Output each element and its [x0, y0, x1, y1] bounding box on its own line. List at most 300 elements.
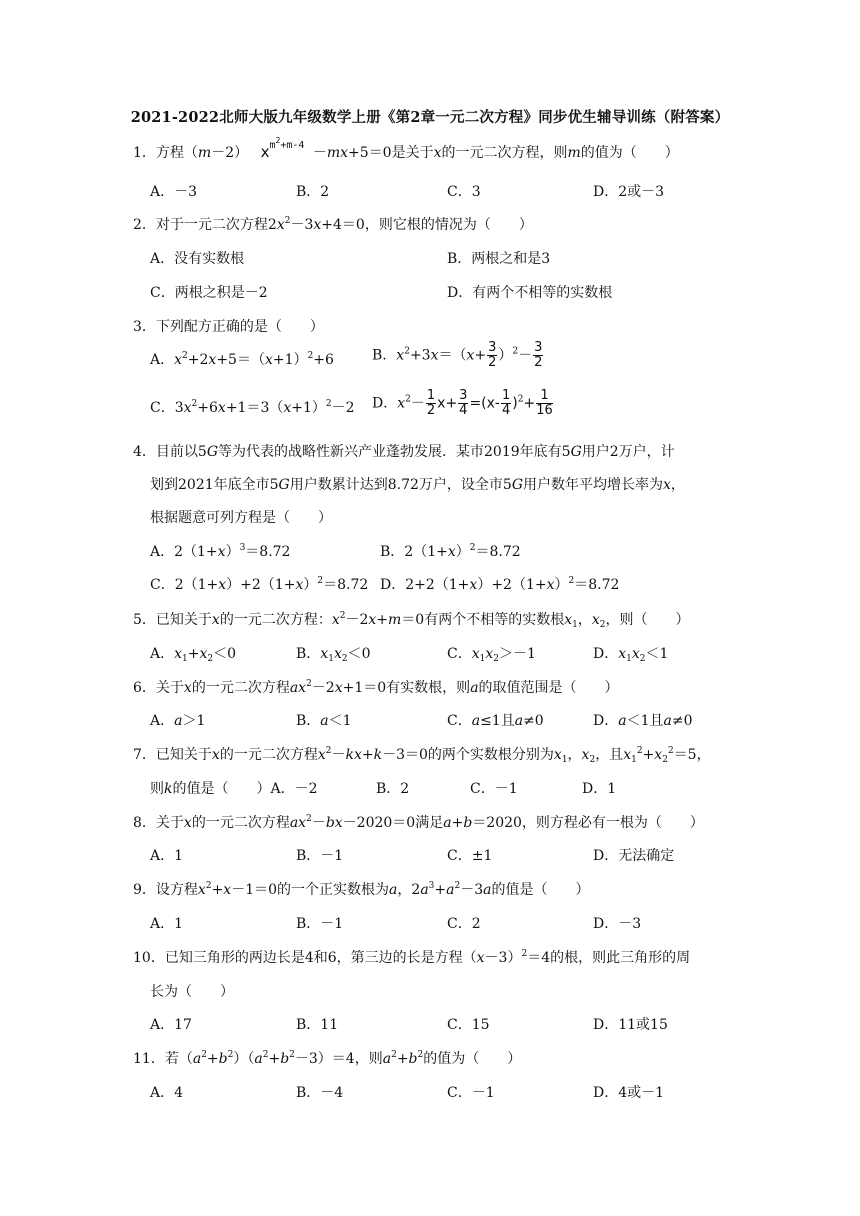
- option-b[interactable]: [380, 541, 521, 561]
- var: x: [430, 347, 439, 364]
- text: －2）: [211, 145, 249, 161]
- option-c[interactable]: C．2: [447, 916, 481, 932]
- denominator: 16: [536, 403, 553, 418]
- numerator: 3: [459, 388, 468, 403]
- text: －: [331, 747, 346, 763]
- text: ＜0: [213, 646, 237, 662]
- var: a: [483, 882, 492, 898]
- text: +: [642, 747, 655, 763]
- var: m: [388, 612, 402, 628]
- text: A．2（1+: [150, 544, 218, 560]
- text: ＜1: [645, 646, 669, 662]
- text: ，: [567, 747, 582, 763]
- text: 3: [174, 400, 184, 416]
- var: a: [192, 1051, 202, 1067]
- option-d[interactable]: D．－3: [593, 916, 642, 932]
- text: ＝8.72: [323, 577, 369, 593]
- text: －: [410, 395, 425, 412]
- sub: 1: [572, 620, 578, 630]
- question-4-line3: 根据题意可列方程是（ ）: [150, 510, 332, 526]
- text: 4．目前以5: [133, 444, 207, 460]
- option-b[interactable]: B．11: [296, 1017, 339, 1033]
- var: k: [373, 747, 383, 763]
- label: D．: [593, 713, 619, 729]
- option-d[interactable]: [593, 710, 693, 730]
- text: +: [268, 1051, 281, 1067]
- var: x: [631, 646, 640, 662]
- label: A．: [150, 352, 175, 368]
- question-4-line2: [150, 474, 685, 494]
- sup: 2: [568, 576, 575, 586]
- option-a[interactable]: A．－3: [150, 184, 198, 200]
- var: a: [470, 680, 479, 696]
- sub: 2: [207, 654, 214, 664]
- numerator: 1: [426, 388, 436, 403]
- text: +: [396, 1051, 409, 1067]
- var: b: [463, 815, 473, 831]
- text: +5＝0是关于: [348, 145, 434, 161]
- text: ): [512, 395, 518, 412]
- option-a[interactable]: [150, 541, 290, 561]
- exponent: [269, 136, 305, 151]
- sup: 2: [306, 679, 312, 689]
- denominator: 2: [488, 355, 497, 370]
- option-d[interactable]: [593, 643, 668, 663]
- var: x: [331, 612, 340, 628]
- sub: 2: [639, 654, 646, 664]
- exp-part: +m-4: [280, 140, 305, 151]
- text: x+: [437, 395, 458, 412]
- var: x: [471, 646, 480, 662]
- option-a[interactable]: [150, 643, 236, 663]
- sup: 2: [262, 1050, 269, 1060]
- sup: 2: [636, 746, 643, 756]
- text: 1．方程（: [133, 145, 198, 161]
- option-c[interactable]: C．±1: [447, 848, 493, 864]
- var: a: [618, 713, 627, 729]
- sup: 2: [391, 1050, 397, 1060]
- var: k: [164, 781, 173, 797]
- var: x: [208, 352, 217, 368]
- question-6: [133, 677, 619, 697]
- text: 的值为（ ）: [423, 1051, 522, 1067]
- option-c[interactable]: C．两根之积是－2: [150, 285, 268, 301]
- label: A．: [150, 713, 175, 729]
- question-10-line2: 长为（ ）: [150, 984, 234, 1000]
- text: 的值为（ ）: [580, 145, 679, 161]
- option-b[interactable]: B．－1: [296, 916, 344, 932]
- var: x: [218, 577, 227, 593]
- sup: 2: [227, 1050, 234, 1060]
- denominator: 4: [501, 403, 511, 418]
- var: G: [570, 444, 582, 460]
- text: +: [451, 815, 464, 831]
- sub: 2: [662, 755, 668, 765]
- power-expression: [260, 136, 305, 161]
- var: m: [197, 145, 212, 161]
- var: x: [397, 395, 406, 412]
- text: －3）＝4，则: [294, 1051, 383, 1067]
- var: x: [211, 612, 220, 628]
- var: x: [264, 352, 273, 368]
- text: +: [361, 747, 374, 763]
- option-c[interactable]: C．－1: [470, 781, 518, 797]
- text: +3: [409, 347, 431, 364]
- question-8: [133, 812, 704, 832]
- sub: 1: [626, 654, 632, 664]
- var: x: [396, 347, 405, 364]
- text: +: [206, 1051, 219, 1067]
- text: 7．已知关于: [133, 747, 212, 763]
- text: －: [518, 347, 533, 364]
- var: x: [183, 815, 192, 831]
- var: a: [446, 882, 455, 898]
- text: ＝2020，则方程必有一根为（ ）: [472, 815, 704, 831]
- question-11: [133, 1048, 521, 1068]
- sup: 2: [325, 746, 332, 756]
- var: x: [368, 612, 377, 628]
- option-b[interactable]: [296, 710, 352, 730]
- text: 的一元二次方程：: [219, 612, 332, 628]
- text: +: [434, 882, 447, 898]
- question-1: [133, 136, 679, 162]
- fraction: [501, 389, 511, 418]
- text: ，: [670, 477, 685, 493]
- sup: 2: [405, 394, 411, 405]
- var: a: [254, 1051, 263, 1067]
- var: x: [466, 347, 475, 364]
- sup: 2: [667, 746, 674, 756]
- base: x: [260, 143, 270, 161]
- option-c[interactable]: [150, 397, 355, 417]
- sub: 2: [589, 755, 596, 765]
- text: ，2: [397, 882, 421, 898]
- option-b[interactable]: B．2: [296, 184, 330, 200]
- text: B．2（1+: [380, 544, 448, 560]
- var: bx: [325, 815, 343, 831]
- text: 6．关于: [133, 680, 184, 696]
- text: +: [187, 646, 200, 662]
- var: mx: [326, 145, 349, 161]
- option-a[interactable]: 的值是（ ）A．－2: [172, 781, 318, 797]
- option-c[interactable]: C．3: [447, 184, 481, 200]
- sup: 2: [289, 1050, 295, 1060]
- var: x: [654, 747, 663, 763]
- sup: 2: [284, 216, 291, 226]
- numerator: 1: [501, 388, 511, 403]
- option-c[interactable]: C．－1: [447, 1085, 495, 1101]
- text: ）: [303, 577, 318, 593]
- question-7: [133, 744, 711, 764]
- option-d[interactable]: D．2或－3: [593, 184, 665, 200]
- text: －: [311, 815, 326, 831]
- text: +5＝（: [216, 352, 265, 368]
- text: +1＝3（: [225, 400, 284, 416]
- var: x: [581, 747, 590, 763]
- text: －2020＝0满足: [342, 815, 444, 831]
- option-a[interactable]: A．1: [150, 848, 184, 864]
- var: x: [447, 544, 456, 560]
- var: x: [317, 747, 326, 763]
- text: －3: [290, 217, 314, 233]
- text: ）（: [233, 1051, 255, 1067]
- sup: 2: [317, 576, 324, 586]
- var: x: [313, 217, 322, 233]
- var: x: [211, 747, 220, 763]
- option-c[interactable]: C．15: [447, 1017, 490, 1033]
- sup: 2: [404, 346, 410, 357]
- fraction: [536, 389, 553, 418]
- text: 的一元二次方程: [219, 747, 318, 763]
- numerator: 1: [536, 389, 553, 404]
- var: a: [471, 713, 481, 729]
- var: m: [567, 145, 581, 161]
- var: x: [618, 646, 627, 662]
- text: ，: [577, 612, 592, 628]
- text: ＞1: [182, 713, 206, 729]
- option-c[interactable]: [447, 643, 536, 663]
- var: x: [476, 950, 485, 966]
- var: x: [546, 577, 555, 593]
- page-title: 2021-2022北师大版九年级数学上册《第2章一元二次方程》同步优生辅导训练（附答案）: [130, 109, 730, 126]
- text: ＝5，: [673, 747, 711, 763]
- option-a[interactable]: A．4: [150, 1085, 184, 1101]
- var: x: [295, 577, 304, 593]
- text: 用户数累计达到8.72万户，设全市5: [289, 477, 512, 493]
- var: x: [469, 577, 478, 593]
- option-a[interactable]: [150, 349, 334, 369]
- option-b[interactable]: B．－1: [296, 848, 344, 864]
- option-d[interactable]: D．4或－1: [593, 1085, 665, 1101]
- sup: 3: [428, 881, 435, 891]
- sub: 1: [561, 755, 568, 765]
- option-b[interactable]: [296, 643, 371, 663]
- question-9: [133, 879, 590, 899]
- exp-part: 2: [275, 136, 281, 145]
- sub: 2: [599, 620, 606, 630]
- option-b[interactable]: [372, 341, 544, 370]
- var: x: [276, 217, 285, 233]
- text: ）+2（1+: [226, 577, 296, 593]
- text: ，则（ ）: [605, 612, 690, 628]
- sup: 2: [512, 346, 519, 357]
- var: x: [591, 612, 600, 628]
- text: +1）: [272, 352, 308, 368]
- fraction: [487, 341, 497, 370]
- sup: 2: [454, 881, 461, 891]
- option-d[interactable]: [380, 574, 619, 594]
- text: +: [523, 395, 536, 412]
- var: x: [623, 747, 632, 763]
- var: x: [183, 680, 192, 696]
- sup: 2: [517, 394, 524, 405]
- var: a: [443, 815, 452, 831]
- denominator: 2: [426, 403, 436, 418]
- option-d[interactable]: [372, 389, 554, 418]
- question-5: [133, 609, 690, 629]
- text: ＜0: [347, 646, 371, 662]
- text: ＝0有两个不相等的实数根: [401, 612, 565, 628]
- option-c[interactable]: [447, 710, 544, 730]
- sup: 2: [191, 399, 198, 409]
- var: x: [174, 352, 183, 368]
- option-d[interactable]: D．1: [582, 781, 617, 797]
- option-d[interactable]: D．11或15: [593, 1017, 668, 1033]
- sub: 1: [631, 755, 637, 765]
- var: x: [334, 680, 343, 696]
- sub: 2: [341, 654, 348, 664]
- var: x: [433, 145, 442, 161]
- var: x: [663, 477, 671, 493]
- var: b: [280, 1051, 290, 1067]
- sup: 2: [339, 611, 346, 621]
- text: ）: [225, 544, 240, 560]
- question-10: [133, 947, 690, 967]
- denominator: 4: [459, 403, 468, 418]
- label: B．: [372, 347, 397, 364]
- var: a: [663, 713, 672, 729]
- text: 则: [150, 781, 164, 797]
- text: 11．若（: [133, 1051, 193, 1067]
- text: ＝8.72: [245, 544, 291, 560]
- text: 的值是（ ）: [491, 882, 590, 898]
- var: x: [223, 882, 232, 898]
- var: b: [218, 1051, 228, 1067]
- text: 2．对于一元二次方程2: [133, 217, 277, 233]
- text: 划到2021年底全市5: [150, 477, 279, 493]
- sub: 1: [328, 654, 334, 664]
- sup: 2: [182, 351, 188, 361]
- text: ）: [455, 544, 470, 560]
- sub: 1: [479, 654, 486, 664]
- text: ≠0: [523, 713, 544, 729]
- sup: 2: [325, 399, 332, 409]
- var: kx: [345, 747, 362, 763]
- text: 9．设方程: [133, 882, 198, 898]
- var: x: [283, 400, 292, 416]
- sub: 1: [182, 654, 188, 664]
- label: A．: [150, 646, 175, 662]
- var: b: [408, 1051, 418, 1067]
- text: －2: [345, 612, 369, 628]
- text: C．2（1+: [150, 577, 219, 593]
- label: D．: [593, 646, 619, 662]
- label: C．: [447, 646, 472, 662]
- var: G: [278, 477, 290, 493]
- var: x: [199, 646, 208, 662]
- text: +1＝0有实数根，则: [342, 680, 471, 696]
- label: B．: [296, 646, 321, 662]
- var: ax: [289, 680, 307, 696]
- text: ）: [498, 347, 513, 364]
- text: －2: [311, 680, 335, 696]
- option-a[interactable]: A．没有实数根: [150, 251, 245, 267]
- numerator: 3: [488, 340, 497, 355]
- text: 等为代表的战略性新兴产业蓬勃发展．某市2019年底有5: [218, 444, 571, 460]
- label: C．: [447, 713, 472, 729]
- denominator: 2: [534, 355, 543, 370]
- text: ≠0: [671, 713, 693, 729]
- var: a: [382, 1051, 392, 1067]
- numerator: 3: [534, 340, 543, 355]
- var: a: [420, 882, 429, 898]
- text: －: [312, 145, 327, 161]
- var: x: [485, 646, 494, 662]
- text: ，且: [595, 747, 624, 763]
- text: 5．已知关于: [133, 612, 212, 628]
- option-c[interactable]: [150, 574, 368, 594]
- sup: 2: [201, 1050, 207, 1060]
- sup: 2: [469, 543, 476, 553]
- sup: 2: [417, 1050, 424, 1060]
- text: 8．关于: [133, 815, 184, 831]
- var: x: [217, 400, 226, 416]
- text: +: [474, 347, 487, 364]
- text: +: [376, 612, 389, 628]
- label: D．: [372, 395, 398, 412]
- text: ）: [554, 577, 569, 593]
- var: x: [333, 646, 342, 662]
- var: x: [553, 747, 562, 763]
- text: －1＝0的一个正实数根为: [231, 882, 390, 898]
- question-2: [133, 214, 533, 234]
- option-a[interactable]: [150, 710, 205, 730]
- var: x: [174, 646, 183, 662]
- exp-part: m: [269, 140, 276, 151]
- option-b[interactable]: B．2: [376, 781, 410, 797]
- option-a[interactable]: A．1: [150, 916, 184, 932]
- text: ＞－1: [499, 646, 536, 662]
- text: 10．已知三角形的两边长是4和6，第三边的长是方程（: [133, 950, 477, 966]
- text: －3: [460, 882, 484, 898]
- var: a: [514, 713, 524, 729]
- text: ＝（: [438, 347, 467, 364]
- text: +6: [313, 352, 334, 368]
- var: x: [183, 400, 192, 416]
- text: ＜1: [328, 713, 352, 729]
- var: ax: [289, 815, 307, 831]
- label: C．: [150, 400, 175, 416]
- var: a: [174, 713, 183, 729]
- text: ＝4的根，则此三角形的周: [527, 950, 691, 966]
- var: x: [217, 544, 226, 560]
- sup: 2: [205, 881, 212, 891]
- text: ＜1且: [626, 713, 664, 729]
- text: +1）: [291, 400, 326, 416]
- sup: 2: [306, 814, 312, 824]
- var: G: [511, 477, 524, 493]
- sup: 2: [521, 949, 528, 959]
- sub: 2: [493, 654, 499, 664]
- var: x: [197, 882, 206, 898]
- var: x: [320, 646, 329, 662]
- option-d[interactable]: D．有两个不相等的实数根: [447, 285, 613, 301]
- text: －3＝0的两个实数根分别为: [382, 747, 554, 763]
- text: －3）: [484, 950, 522, 966]
- option-b[interactable]: B．两根之和是3: [447, 251, 551, 267]
- question-3: 3．下列配方正确的是（ ）: [133, 319, 324, 335]
- question-4-line1: [133, 441, 675, 461]
- text: ≤1且: [480, 713, 515, 729]
- option-d[interactable]: D．无法确定: [593, 848, 675, 864]
- text: 的取值范围是（ ）: [478, 680, 619, 696]
- option-b[interactable]: B．－4: [296, 1085, 344, 1101]
- option-a[interactable]: A．17: [150, 1017, 192, 1033]
- var: x: [564, 612, 573, 628]
- text: 的一元二次方程，则: [441, 145, 568, 161]
- var: G: [206, 444, 219, 460]
- text: 用户数年平均增长率为: [523, 477, 664, 493]
